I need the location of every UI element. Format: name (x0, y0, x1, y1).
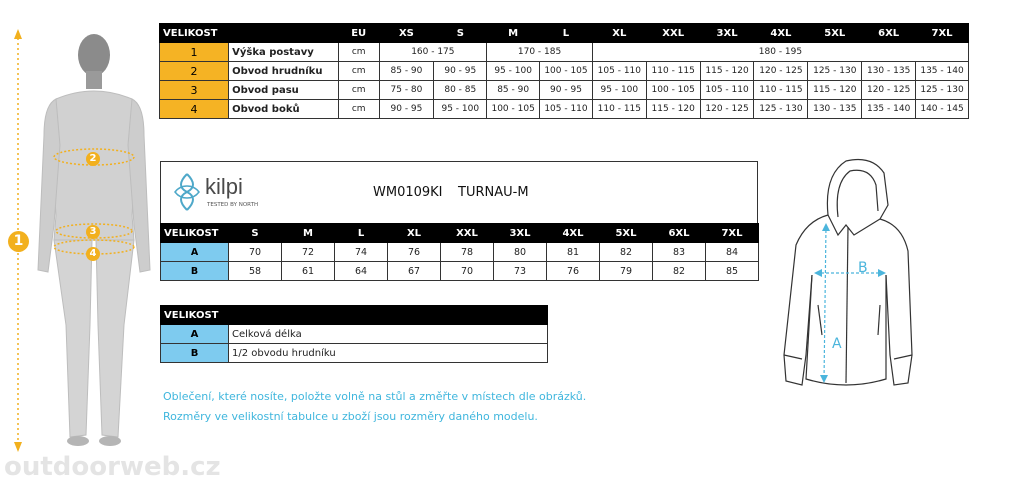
note-line-1: Oblečení, které nosíte, položte volně na stůl a změřte v místech dle obrázků. (163, 390, 587, 403)
header-7xl: 7XL (706, 224, 759, 243)
table-cell: 125 - 130 (916, 81, 969, 100)
table-cell: 67 (388, 262, 441, 281)
table-row (161, 325, 548, 344)
row-number: 3 (160, 81, 229, 100)
table-cell: 120 - 125 (754, 62, 808, 81)
table-cell: 180 - 195 (592, 43, 968, 62)
watermark-logo: outdoorweb.cz (4, 452, 221, 482)
table-cell: 95 - 100 (487, 62, 540, 81)
table-cell: 76 (388, 243, 441, 262)
table-cell: 83 (653, 243, 706, 262)
jacket-figure (776, 155, 916, 395)
table-cell: 61 (282, 262, 335, 281)
product-code: WM0109KI (373, 185, 443, 200)
row-unit: cm (338, 100, 379, 119)
header-velikost: VELIKOST (160, 24, 229, 43)
row-label: Obvod hrudníku (229, 62, 339, 81)
row-label-a: A (161, 243, 229, 262)
table-cell: 85 - 90 (487, 81, 540, 100)
table-cell: 64 (335, 262, 388, 281)
header-6xl: 6XL (862, 24, 916, 43)
jacket-drawing-icon (776, 155, 916, 395)
row-label: Obvod boků (229, 100, 339, 119)
table-cell: 110 - 115 (754, 81, 808, 100)
table-cell: 75 - 80 (379, 81, 434, 100)
table-cell: 76 (547, 262, 600, 281)
header-xl: XL (592, 24, 646, 43)
table-cell: 140 - 145 (916, 100, 969, 119)
table-row (160, 81, 969, 100)
legend-table (160, 305, 548, 363)
table-cell: 70 (441, 262, 494, 281)
table-cell: 79 (600, 262, 653, 281)
table-cell: 115 - 120 (808, 81, 862, 100)
table-cell: 90 - 95 (540, 81, 593, 100)
body-marker-3: 3 (86, 225, 100, 239)
header-5xl: 5XL (808, 24, 862, 43)
table-cell: 72 (282, 243, 335, 262)
table-cell: 80 (494, 243, 547, 262)
brand-tagline: TESTED BY NORTH (207, 202, 259, 208)
header-s: S (434, 24, 487, 43)
table-cell: 115 - 120 (646, 100, 700, 119)
table-cell: 130 - 135 (862, 62, 916, 81)
table-cell: 95 - 100 (434, 100, 487, 119)
table-row (160, 62, 969, 81)
body-marker-4: 4 (86, 247, 100, 261)
legend-label-b: B (161, 344, 229, 363)
legend-text-b: 1/2 obvodu hrudníku (229, 344, 548, 363)
table-cell: 115 - 120 (700, 62, 754, 81)
table-cell: 125 - 130 (754, 100, 808, 119)
header-xs: XS (379, 24, 434, 43)
table-cell: 74 (335, 243, 388, 262)
note-line-2: Rozměry ve velikostní tabulce u zboží jsou rozměry daného modelu. (163, 410, 538, 423)
header-3xl: 3XL (494, 224, 547, 243)
table-cell: 110 - 115 (646, 62, 700, 81)
table-cell: 58 (229, 262, 282, 281)
table-cell: 105 - 110 (592, 62, 646, 81)
kilpi-logo (171, 170, 281, 218)
legend-text-a: Celková délka (229, 325, 548, 344)
header-s: S (229, 224, 282, 243)
kilpi-logo-knot-icon (171, 172, 203, 212)
table-cell: 85 - 90 (379, 62, 434, 81)
body-marker-1: 1 (8, 231, 29, 252)
header-l: L (335, 224, 388, 243)
product-name: TURNAU-M (458, 185, 529, 200)
product-table-header (161, 224, 759, 243)
jacket-marker-a: A (832, 336, 842, 352)
table-cell: 90 - 95 (434, 62, 487, 81)
row-label: Výška postavy (229, 43, 339, 62)
body-marker-2: 2 (86, 152, 100, 166)
table-cell: 82 (600, 243, 653, 262)
header-5xl: 5XL (600, 224, 653, 243)
legend-label-a: A (161, 325, 229, 344)
table-cell: 100 - 105 (540, 62, 593, 81)
header-l: L (540, 24, 593, 43)
table-row (161, 243, 759, 262)
table-cell: 80 - 85 (434, 81, 487, 100)
brand-name: kilpi (205, 174, 243, 199)
header-eu: EU (338, 24, 379, 43)
product-header (160, 161, 758, 224)
table-cell: 84 (706, 243, 759, 262)
table-cell: 130 - 135 (808, 100, 862, 119)
header-m: M (282, 224, 335, 243)
table-cell: 125 - 130 (808, 62, 862, 81)
table-cell: 95 - 100 (592, 81, 646, 100)
header-4xl: 4XL (547, 224, 600, 243)
jacket-marker-b: B (858, 260, 868, 276)
table-cell: 100 - 105 (646, 81, 700, 100)
row-number: 2 (160, 62, 229, 81)
table-cell: 73 (494, 262, 547, 281)
table-cell: 170 - 185 (487, 43, 593, 62)
header-xxl: XXL (441, 224, 494, 243)
table-cell: 160 - 175 (379, 43, 487, 62)
table-cell: 120 - 125 (862, 81, 916, 100)
row-number: 4 (160, 100, 229, 119)
row-unit: cm (338, 43, 379, 62)
body-size-table (159, 23, 969, 119)
header-7xl: 7XL (916, 24, 969, 43)
table-cell: 81 (547, 243, 600, 262)
body-table-header (160, 24, 969, 43)
product-size-table (160, 223, 759, 281)
table-cell: 100 - 105 (487, 100, 540, 119)
table-cell: 110 - 115 (592, 100, 646, 119)
row-number: 1 (160, 43, 229, 62)
row-label: Obvod pasu (229, 81, 339, 100)
row-unit: cm (338, 81, 379, 100)
table-cell: 135 - 140 (916, 62, 969, 81)
header-xl: XL (388, 224, 441, 243)
header-blank (229, 24, 339, 43)
table-cell: 78 (441, 243, 494, 262)
table-row (161, 262, 759, 281)
table-row (161, 344, 548, 363)
row-unit: cm (338, 62, 379, 81)
legend-header (161, 306, 548, 325)
header-xxl: XXL (646, 24, 700, 43)
table-cell: 120 - 125 (700, 100, 754, 119)
table-cell: 85 (706, 262, 759, 281)
table-cell: 135 - 140 (862, 100, 916, 119)
header-velikost: VELIKOST (161, 224, 229, 243)
table-cell: 82 (653, 262, 706, 281)
header-m: M (487, 24, 540, 43)
table-row (160, 100, 969, 119)
table-cell: 105 - 110 (540, 100, 593, 119)
header-3xl: 3XL (700, 24, 754, 43)
legend-header-velikost: VELIKOST (161, 306, 548, 325)
table-cell: 90 - 95 (379, 100, 434, 119)
row-label-b: B (161, 262, 229, 281)
table-row (160, 43, 969, 62)
header-4xl: 4XL (754, 24, 808, 43)
table-cell: 105 - 110 (700, 81, 754, 100)
table-cell: 70 (229, 243, 282, 262)
header-6xl: 6XL (653, 224, 706, 243)
